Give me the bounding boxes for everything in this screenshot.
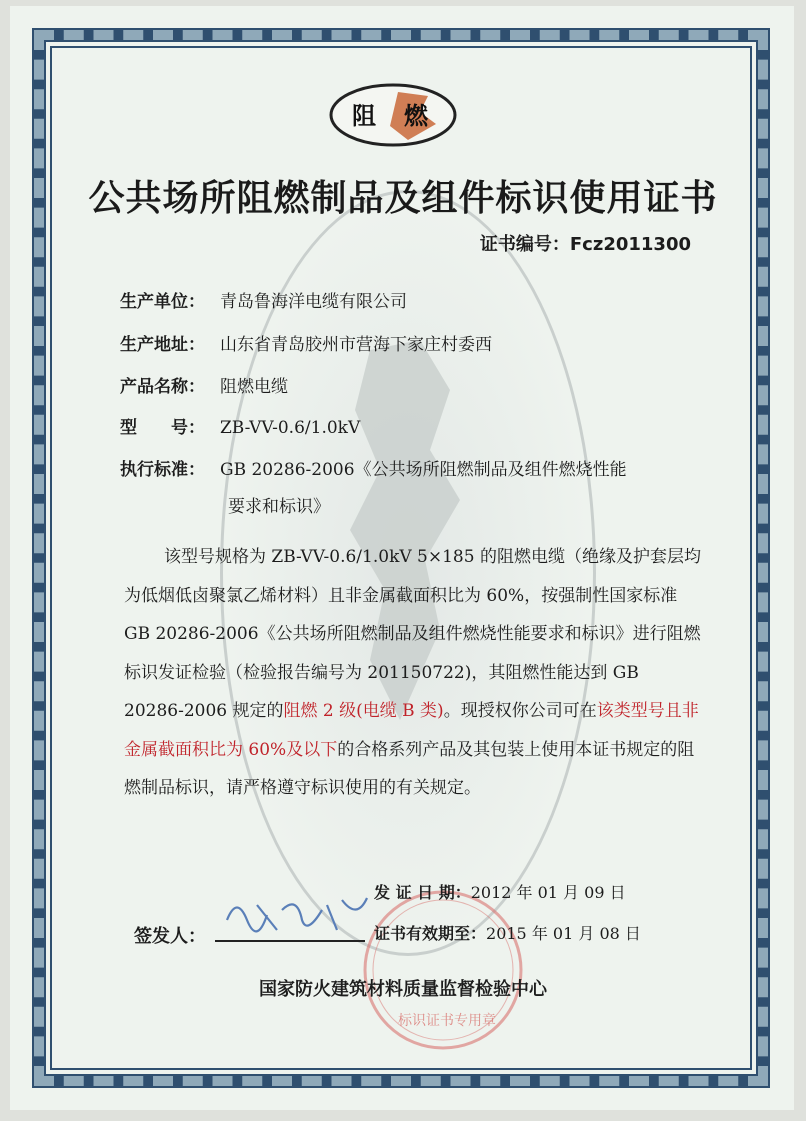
field-label: 产品名称： [120,377,205,397]
field-manufacturer [120,287,407,312]
flame-retardant-logo [328,82,458,148]
issue-date [374,880,626,903]
handwritten-signature [222,890,372,940]
svg-text:燃: 燃 [404,102,428,130]
valid-until-value: 2015 年 01 月 08 日 [486,924,641,943]
field-model [120,413,360,438]
field-value: 山东省青岛胶州市营海下家庄村委西 [220,335,492,355]
field-label: 生产单位： [120,292,205,312]
signer-label: 签发人： [134,926,206,947]
field-standard [120,455,627,480]
field-label: 型 号： [120,418,205,438]
issue-date-value: 2012 年 01 月 09 日 [470,883,626,902]
certificate-body [124,538,704,808]
field-product-name [120,372,288,397]
body-highlight-grade: 阻燃 2 级(电缆 B 类) [283,701,444,721]
valid-until-label: 证书有效期至： [374,924,487,943]
field-label: 执行标准： [120,460,205,480]
field-label: 生产地址： [120,335,205,355]
body-text-2: 。现授权你公司可在 [443,701,597,721]
field-value: ZB-VV-0.6/1.0kV [220,418,361,438]
issuing-authority: 国家防火建筑材料质量监督检验中心 [259,979,547,1000]
standard-continuation: 要求和标识》 [228,497,330,517]
field-value: GB 20286-2006《公共场所阻燃制品及组件燃烧性能 [220,460,627,480]
certificate-number: 证书编号：Fcz2011300 [479,234,691,255]
field-value: 青岛鲁海洋电缆有限公司 [220,292,407,312]
body-highlight-scope: 该类型号且非金属截面积比为 60%及以下 [124,701,699,760]
stamp-text: 标识证书专用章 [398,1013,496,1029]
signature-line [215,940,365,942]
official-seal [358,885,528,1055]
certificate-title: 公共场所阻燃制品及组件标识使用证书 [88,178,718,219]
issue-date-label: 发 证 日 期： [374,883,471,902]
field-value: 阻燃电缆 [220,377,288,397]
valid-until [374,921,641,944]
body-text-3: 的合格系列产品及其包装上使用本证书规定的阻燃制品标识，请严格遵守标识使用的有关规定。 [124,739,695,798]
svg-text:阻: 阻 [352,102,376,130]
body-text-1: 该型号规格为 ZB-VV-0.6/1.0kV 5×185 的阻燃电缆（绝缘及护套层均为低烟低卤聚氯乙烯材料）且非金属截面积比为 60%，按强制性国家标准 GB 20286-2006《公共场所阻燃制品及组件燃烧性能要求和标识》进行阻燃标识发证检验（检验报告编号为 201150722)，其阻燃性能达到 GB 20286-2006 规定的 [124,547,701,721]
field-address [120,330,492,355]
